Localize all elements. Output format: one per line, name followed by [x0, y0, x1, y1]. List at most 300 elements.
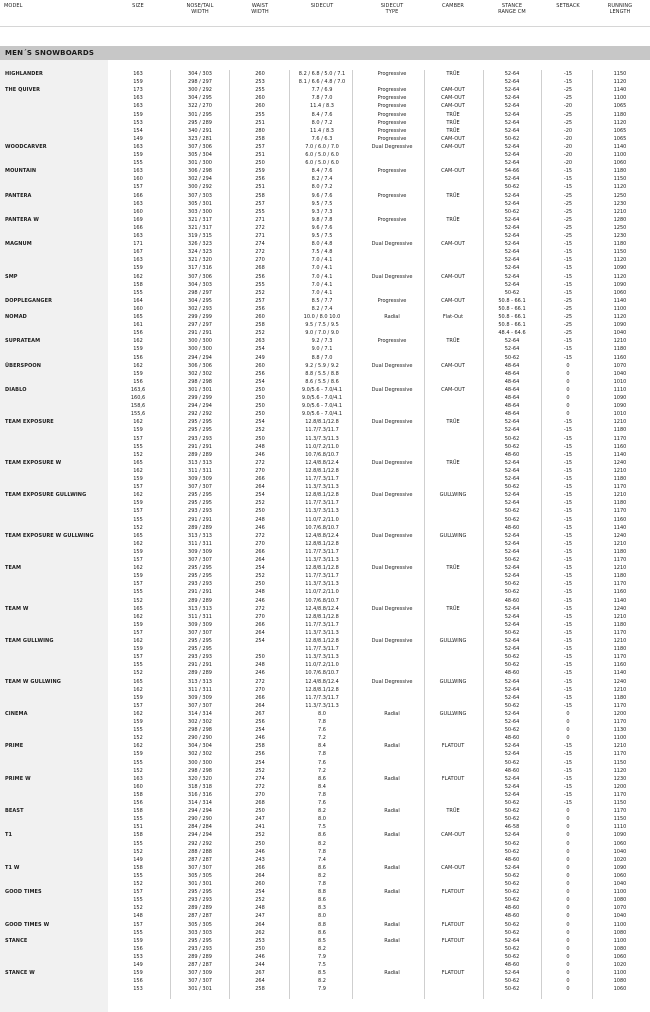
- cell-waist: 260: [255, 103, 265, 110]
- cell-stance: 50-62: [504, 354, 520, 361]
- table-row: [0, 888, 650, 896]
- cell-waist: 256: [255, 751, 265, 758]
- cell-stance: 50-62: [504, 289, 520, 296]
- table-row: [0, 564, 650, 572]
- cell-size: 155: [133, 160, 143, 167]
- cell-sidecut: 10.7/6.8/10.7: [305, 524, 339, 531]
- table-row: [0, 807, 650, 815]
- cell-sidecut: 8.2: [318, 840, 326, 847]
- cell-setback: -25: [563, 330, 573, 337]
- cell-waist: 248: [255, 905, 265, 912]
- cell-stance: 48-60: [504, 913, 520, 920]
- cell-setback: 0: [566, 735, 570, 742]
- cell-waist: 241: [255, 824, 265, 831]
- cell-size: 155: [133, 897, 143, 904]
- table-row: [0, 418, 650, 426]
- cell-setback: -25: [563, 200, 573, 207]
- cell-setback: 0: [566, 727, 570, 734]
- cell-waist: 257: [255, 297, 265, 304]
- cell-stance: 48-60: [504, 597, 520, 604]
- cell-setback: -15: [563, 565, 573, 572]
- cell-waist: 266: [255, 476, 265, 482]
- cell-model: PANTERA W: [5, 216, 39, 223]
- table-row: [0, 240, 650, 248]
- cell-stance: 52-64: [504, 419, 520, 426]
- cell-size: 151: [133, 824, 143, 831]
- cell-setback: 0: [566, 832, 570, 839]
- cell-running-length: 1170: [613, 508, 627, 515]
- cell-sidecut: 7.5 / 4.8: [311, 249, 333, 256]
- cell-setback: -15: [563, 451, 573, 458]
- cell-setback: -15: [563, 646, 573, 653]
- cell-model: ÜBERSPOON: [5, 362, 41, 369]
- cell-waist: 271: [255, 233, 265, 239]
- table-row: [0, 896, 650, 904]
- cell-running-length: 1020: [613, 856, 627, 863]
- table-row: [0, 483, 650, 491]
- cell-stance: 50-62: [504, 897, 520, 904]
- cell-size: 163,6: [130, 386, 146, 393]
- cell-stance: 48-64: [504, 395, 520, 401]
- cell-setback: -15: [563, 548, 573, 555]
- cell-size: 157: [133, 557, 143, 563]
- cell-nose-tail: 295 / 295: [188, 427, 212, 434]
- header-size: SIZE: [132, 3, 144, 9]
- cell-running-length: 1160: [613, 516, 627, 523]
- cell-waist: 270: [255, 467, 265, 474]
- cell-nose-tail: 290 / 290: [188, 735, 212, 742]
- cell-sidecut: 8.6: [318, 775, 326, 782]
- cell-running-length: 1180: [613, 427, 627, 434]
- cell-sidecut-type: Dual Degressive: [371, 459, 413, 466]
- cell-sidecut: 8.4 / 7.6: [311, 168, 333, 175]
- cell-camber: CAM-OUT: [441, 103, 465, 110]
- cell-nose-tail: 293 / 293: [188, 945, 212, 952]
- cell-sidecut: 9.0 / 7.1: [311, 346, 333, 353]
- cell-sidecut-type: Progressive: [377, 71, 407, 77]
- cell-nose-tail: 307 / 306: [188, 273, 212, 280]
- cell-stance: 50-62: [504, 808, 520, 815]
- cell-waist: 264: [255, 978, 265, 985]
- cell-setback: 0: [566, 710, 570, 717]
- cell-size: 162: [133, 419, 143, 426]
- cell-setback: 0: [566, 808, 570, 815]
- cell-waist: 258: [255, 322, 265, 329]
- cell-stance: 52-64: [504, 937, 520, 944]
- cell-sidecut-type: Dual Degressive: [371, 678, 413, 685]
- cell-size: 149: [133, 856, 143, 863]
- cell-stance: 52-64: [504, 613, 520, 620]
- cell-waist: 258: [255, 135, 265, 142]
- header-setback: SETBACK: [556, 3, 580, 9]
- cell-stance: 52-64: [504, 678, 520, 685]
- cell-waist: 246: [255, 451, 265, 458]
- table-row: [0, 499, 650, 507]
- cell-size: 159: [133, 694, 143, 701]
- cell-size: 155: [133, 589, 143, 596]
- cell-running-length: 1060: [613, 840, 627, 847]
- cell-sidecut: 6.0 / 5.0 / 6.0: [305, 160, 339, 167]
- cell-sidecut: 9.5 / 7.5: [311, 233, 333, 239]
- cell-sidecut: 8.0 / 7.2: [311, 184, 333, 191]
- cell-model: TEAM EXPOSURE: [5, 419, 54, 426]
- cell-sidecut: 7.0 / 4.1: [311, 273, 333, 280]
- cell-sidecut: 11.3/7.3/11.3: [305, 435, 339, 442]
- cell-sidecut-type: Radial: [384, 314, 400, 320]
- table-row: [0, 524, 650, 532]
- cell-nose-tail: 298 / 298: [188, 727, 212, 734]
- cell-waist: 250: [255, 386, 265, 393]
- cell-sidecut: 8.2 / 7.4: [311, 305, 333, 312]
- cell-waist: 272: [255, 249, 265, 256]
- cell-sidecut: 8.3: [318, 905, 326, 912]
- table-row: [0, 111, 650, 119]
- cell-waist: 260: [255, 362, 265, 369]
- cell-sidecut-type: Progressive: [377, 168, 407, 175]
- cell-size: 160: [133, 305, 143, 312]
- cell-sidecut: 8.8 / 7.0: [311, 354, 333, 361]
- cell-running-length: 1140: [613, 597, 627, 604]
- cell-setback: -15: [563, 484, 573, 491]
- cell-running-length: 1100: [613, 970, 627, 977]
- cell-setback: -25: [563, 314, 573, 320]
- cell-setback: 0: [566, 929, 570, 936]
- cell-nose-tail: 301 / 301: [188, 881, 212, 887]
- cell-stance: 46-58: [504, 824, 520, 831]
- cell-stance: 52-64: [504, 751, 520, 758]
- cell-stance: 50.8 - 66.1: [498, 305, 526, 312]
- table-row: [0, 321, 650, 329]
- cell-running-length: 1240: [613, 678, 627, 685]
- cell-model: NOMAD: [5, 314, 27, 320]
- cell-size: 173: [133, 87, 143, 94]
- cell-size: 152: [133, 524, 143, 531]
- cell-sidecut: 8.6: [318, 897, 326, 904]
- cell-stance: 50-62: [504, 654, 520, 661]
- cell-setback: -15: [563, 508, 573, 515]
- cell-running-length: 1210: [613, 638, 627, 644]
- cell-setback: -15: [563, 694, 573, 701]
- table-row: [0, 880, 650, 888]
- header-sidecut-type: SIDECUT TYPE: [380, 3, 404, 16]
- cell-stance: 48-60: [504, 735, 520, 742]
- table-row: [0, 475, 650, 483]
- cell-size: 160: [133, 208, 143, 215]
- cell-setback: 0: [566, 395, 570, 401]
- cell-waist: 246: [255, 597, 265, 604]
- table-row: [0, 669, 650, 677]
- cell-waist: 246: [255, 670, 265, 677]
- cell-size: 167: [133, 249, 143, 256]
- cell-sidecut: 7.8: [318, 751, 326, 758]
- cell-sidecut: 12.4/8.8/12.4: [305, 605, 339, 612]
- cell-waist: 250: [255, 808, 265, 815]
- cell-nose-tail: 307 / 307: [188, 978, 212, 985]
- cell-size: 160: [133, 783, 143, 790]
- cell-stance: 52-64: [504, 686, 520, 693]
- cell-sidecut-type: Radial: [384, 832, 400, 839]
- cell-nose-tail: 307 / 307: [188, 484, 212, 491]
- cell-size: 148: [133, 913, 143, 920]
- cell-stance: 50.8 - 66.1: [498, 314, 526, 320]
- cell-sidecut: 7.2: [318, 735, 326, 742]
- cell-waist: 260: [255, 95, 265, 102]
- cell-sidecut-type: Dual Degressive: [371, 532, 413, 539]
- cell-setback: 0: [566, 378, 570, 385]
- cell-waist: 252: [255, 897, 265, 904]
- table-row: [0, 710, 650, 718]
- cell-sidecut: 9.5 / 7.5: [311, 200, 333, 207]
- header-sidecut: SIDECUT: [310, 3, 334, 9]
- table-row: [0, 532, 650, 540]
- cell-running-length: 1170: [613, 751, 627, 758]
- cell-size: 162: [133, 743, 143, 750]
- table-row: [0, 232, 650, 240]
- cell-stance: 50-62: [504, 184, 520, 191]
- table-row: [0, 78, 650, 86]
- cell-nose-tail: 298 / 298: [188, 378, 212, 385]
- cell-running-length: 1180: [613, 500, 627, 507]
- cell-nose-tail: 319 / 315: [188, 233, 212, 239]
- cell-waist: 249: [255, 354, 265, 361]
- cell-sidecut-type: Dual Degressive: [371, 273, 413, 280]
- cell-running-length: 1160: [613, 443, 627, 450]
- cell-setback: -25: [563, 297, 573, 304]
- cell-running-length: 1020: [613, 962, 627, 968]
- cell-waist: 280: [255, 127, 265, 134]
- table-row: [0, 929, 650, 937]
- cell-setback: -15: [563, 354, 573, 361]
- table-row: [0, 921, 650, 929]
- cell-sidecut: 7.0 / 4.1: [311, 265, 333, 272]
- cell-sidecut-type: Dual Degressive: [371, 241, 413, 248]
- cell-running-length: 1150: [613, 800, 627, 806]
- cell-camber: CAM-OUT: [441, 168, 465, 175]
- cell-waist: 250: [255, 411, 265, 418]
- cell-waist: 272: [255, 678, 265, 685]
- cell-stance: 48.4 - 64.6: [498, 330, 526, 337]
- cell-sidecut: 11.7/7.3/11.7: [305, 427, 339, 434]
- cell-stance: 52-64: [504, 791, 520, 798]
- cell-stance: 52-64: [504, 346, 520, 353]
- cell-waist: 262: [255, 929, 265, 936]
- cell-sidecut: 11.7/7.3/11.7: [305, 694, 339, 701]
- table-row: [0, 597, 650, 605]
- cell-sidecut: 8.2: [318, 978, 326, 985]
- cell-nose-tail: 295 / 289: [188, 119, 212, 126]
- cell-setback: -15: [563, 435, 573, 442]
- cell-sidecut-type: Progressive: [377, 192, 407, 199]
- cell-size: 160: [133, 176, 143, 183]
- header-nose-tail-width: NOSE/TAIL WIDTH: [186, 3, 214, 16]
- cell-running-length: 1100: [613, 95, 627, 102]
- cell-running-length: 1150: [613, 816, 627, 823]
- cell-stance: 52-64: [504, 783, 520, 790]
- cell-nose-tail: 289 / 289: [188, 953, 212, 960]
- cell-running-length: 1150: [613, 71, 627, 77]
- cell-stance: 50-62: [504, 443, 520, 450]
- cell-nose-tail: 306 / 298: [188, 168, 212, 175]
- cell-size: 159: [133, 719, 143, 725]
- cell-stance: 50-62: [504, 986, 520, 993]
- cell-setback: -25: [563, 305, 573, 312]
- cell-nose-tail: 305 / 305: [188, 872, 212, 879]
- cell-nose-tail: 295 / 295: [188, 889, 212, 896]
- cell-camber: CAM-OUT: [441, 135, 465, 142]
- cell-size: 152: [133, 767, 143, 774]
- cell-size: 156: [133, 330, 143, 337]
- cell-setback: -15: [563, 476, 573, 482]
- cell-size: 162: [133, 710, 143, 717]
- table-row: [0, 426, 650, 434]
- cell-size: 155,6: [130, 411, 146, 418]
- cell-running-length: 1070: [613, 905, 627, 912]
- cell-running-length: 1240: [613, 605, 627, 612]
- table-row: [0, 175, 650, 183]
- cell-sidecut: 10.7/6.8/10.7: [305, 597, 339, 604]
- table-row: [0, 216, 650, 224]
- table-row: [0, 629, 650, 637]
- cell-running-length: 1090: [613, 864, 627, 871]
- cell-setback: -15: [563, 71, 573, 77]
- cell-nose-tail: 293 / 293: [188, 435, 212, 442]
- cell-waist: 254: [255, 492, 265, 499]
- cell-running-length: 1100: [613, 305, 627, 312]
- cell-waist: 272: [255, 532, 265, 539]
- table-row: [0, 143, 650, 151]
- cell-waist: 255: [255, 281, 265, 288]
- cell-size: 165: [133, 314, 143, 320]
- cell-nose-tail: 300 / 300: [188, 338, 212, 345]
- cell-nose-tail: 302 / 302: [188, 719, 212, 725]
- cell-running-length: 1100: [613, 921, 627, 928]
- table-row: [0, 985, 650, 993]
- cell-sidecut: 11.7/7.3/11.7: [305, 500, 339, 507]
- cell-nose-tail: 307 / 303: [188, 192, 212, 199]
- cell-setback: -25: [563, 216, 573, 223]
- cell-nose-tail: 287 / 287: [188, 962, 212, 968]
- cell-camber: GULLWING: [439, 492, 467, 499]
- cell-size: 159: [133, 370, 143, 377]
- cell-nose-tail: 316 / 316: [188, 791, 212, 798]
- cell-stance: 50-62: [504, 945, 520, 952]
- cell-running-length: 1180: [613, 573, 627, 580]
- cell-setback: 0: [566, 403, 570, 410]
- cell-nose-tail: 299 / 299: [188, 314, 212, 320]
- cell-model: PANTERA: [5, 192, 32, 199]
- cell-waist: 264: [255, 921, 265, 928]
- cell-nose-tail: 311 / 311: [188, 686, 212, 693]
- cell-setback: 0: [566, 889, 570, 896]
- cell-camber: CAM-OUT: [441, 362, 465, 369]
- cell-nose-tail: 294 / 294: [188, 403, 212, 410]
- cell-sidecut: 9.5 / 7.5 / 9.5: [305, 322, 339, 329]
- cell-nose-tail: 300 / 292: [188, 184, 212, 191]
- cell-waist: 258: [255, 743, 265, 750]
- cell-setback: -15: [563, 581, 573, 588]
- cell-running-length: 1080: [613, 929, 627, 936]
- cell-size: 159: [133, 500, 143, 507]
- cell-stance: 52-64: [504, 71, 520, 77]
- cell-size: 160,6: [130, 395, 146, 401]
- cell-waist: 247: [255, 816, 265, 823]
- cell-camber: CAM-OUT: [441, 864, 465, 871]
- cell-running-length: 1210: [613, 540, 627, 547]
- cell-stance: 52-64: [504, 103, 520, 110]
- cell-stance: 52-64: [504, 224, 520, 231]
- table-row: [0, 362, 650, 370]
- cell-setback: -15: [563, 783, 573, 790]
- cell-size: 162: [133, 638, 143, 644]
- cell-size: 163: [133, 103, 143, 110]
- cell-stance: 48-64: [504, 378, 520, 385]
- cell-setback: 0: [566, 945, 570, 952]
- cell-stance: 50-62: [504, 881, 520, 887]
- cell-running-length: 1210: [613, 613, 627, 620]
- cell-sidecut: 9.3 / 7.3: [311, 208, 333, 215]
- cell-sidecut: 11.7/7.3/11.7: [305, 548, 339, 555]
- cell-sidecut: 8.0 / 4.8: [311, 241, 333, 248]
- cell-running-length: 1210: [613, 208, 627, 215]
- cell-running-length: 1180: [613, 346, 627, 353]
- cell-setback: -25: [563, 192, 573, 199]
- cell-stance: 50-62: [504, 929, 520, 936]
- cell-size: 158: [133, 808, 143, 815]
- cell-stance: 50-62: [504, 508, 520, 515]
- cell-size: 157: [133, 435, 143, 442]
- cell-setback: -15: [563, 419, 573, 426]
- cell-nose-tail: 295 / 295: [188, 419, 212, 426]
- cell-nose-tail: 307 / 306: [188, 143, 212, 150]
- cell-sidecut: 8.2 / 6.8 / 5.0 / 7.1: [298, 71, 346, 77]
- cell-nose-tail: 292 / 292: [188, 411, 212, 418]
- cell-size: 156: [133, 800, 143, 806]
- cell-size: 163: [133, 71, 143, 77]
- cell-running-length: 1090: [613, 281, 627, 288]
- cell-model: TEAM GULLWING: [5, 638, 54, 644]
- cell-waist: 248: [255, 589, 265, 596]
- cell-sidecut-type: Radial: [384, 889, 400, 896]
- cell-waist: 250: [255, 435, 265, 442]
- cell-nose-tail: 301 / 301: [188, 386, 212, 393]
- cell-running-length: 1170: [613, 719, 627, 725]
- cell-running-length: 1120: [613, 314, 627, 320]
- cell-sidecut: 8.6: [318, 929, 326, 936]
- cell-sidecut: 7.6: [318, 759, 326, 766]
- cell-stance: 50-62: [504, 629, 520, 636]
- cell-waist: 250: [255, 581, 265, 588]
- cell-nose-tail: 307 / 307: [188, 702, 212, 709]
- cell-setback: -15: [563, 184, 573, 191]
- cell-size: 152: [133, 451, 143, 458]
- cell-stance: 52-64: [504, 160, 520, 167]
- cell-sidecut: 9.0/5.6 - 7.0/4.1: [301, 386, 343, 393]
- cell-setback: -15: [563, 500, 573, 507]
- table-row: [0, 151, 650, 159]
- cell-model: STANCE W: [5, 970, 35, 977]
- cell-running-length: 1010: [613, 411, 627, 418]
- cell-waist: 268: [255, 800, 265, 806]
- cell-size: 162: [133, 540, 143, 547]
- cell-nose-tail: 314 / 314: [188, 800, 212, 806]
- cell-size: 159: [133, 646, 143, 653]
- cell-waist: 266: [255, 548, 265, 555]
- cell-stance: 52-64: [504, 257, 520, 264]
- cell-nose-tail: 321 / 320: [188, 257, 212, 264]
- cell-setback: -15: [563, 751, 573, 758]
- cell-running-length: 1170: [613, 484, 627, 491]
- section-header: [0, 46, 650, 60]
